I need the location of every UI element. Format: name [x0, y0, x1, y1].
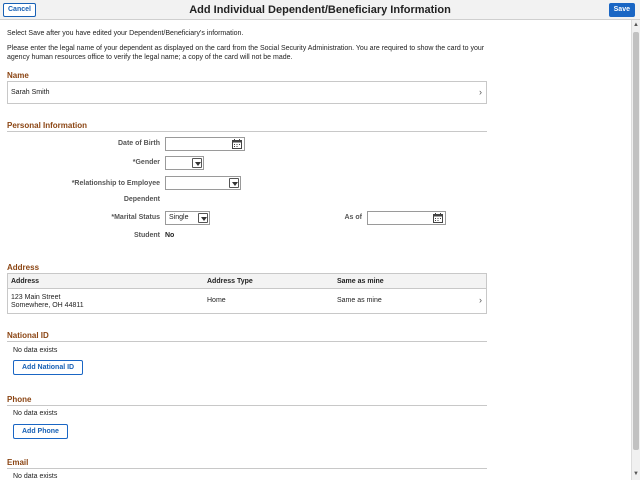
email-no-data: No data exists — [13, 473, 58, 480]
chevron-down-icon — [229, 178, 239, 188]
address-table — [7, 273, 487, 314]
marital-status-value: Single — [169, 214, 189, 221]
scrollbar-thumb[interactable] — [633, 32, 639, 450]
national-id-no-data: No data exists — [13, 347, 58, 354]
section-divider — [7, 131, 487, 132]
dob-input[interactable] — [165, 137, 245, 151]
address-line-1: 123 Main Street — [11, 294, 61, 301]
main-content — [0, 20, 631, 480]
marital-status-label: *Marital Status — [111, 214, 160, 221]
scroll-up-icon[interactable]: ▲ — [633, 22, 639, 28]
name-value: Sarah Smith — [11, 89, 50, 96]
gender-label: *Gender — [132, 159, 160, 166]
intro-text-3: agency human resources office to verify the legal name; a copy of the card will not be made. — [7, 54, 293, 61]
dob-label: Date of Birth — [118, 140, 160, 147]
section-divider — [7, 405, 487, 406]
relationship-label: *Relationship to Employee — [71, 180, 160, 187]
section-divider — [7, 468, 487, 469]
add-phone-button[interactable]: Add Phone — [13, 424, 68, 439]
column-header-same-as-mine: Same as mine — [337, 278, 384, 285]
same-as-mine-value: Same as mine — [337, 297, 382, 304]
chevron-down-icon — [192, 158, 202, 168]
address-type-value: Home — [207, 297, 226, 304]
chevron-right-icon: › — [479, 87, 482, 97]
calendar-icon[interactable] — [433, 213, 443, 223]
address-section-title: Address — [7, 263, 40, 272]
phone-no-data: No data exists — [13, 410, 58, 417]
student-label: Student — [133, 232, 160, 239]
scroll-down-icon[interactable]: ▼ — [633, 471, 639, 477]
add-national-id-button[interactable]: Add National ID — [13, 360, 83, 375]
national-id-section-title: National ID — [7, 331, 49, 340]
vertical-scrollbar[interactable] — [631, 20, 640, 480]
name-row[interactable] — [7, 81, 487, 104]
column-header-address-type: Address Type — [207, 278, 253, 285]
page-title: Add Individual Dependent/Beneficiary Information — [189, 4, 451, 16]
marital-status-select[interactable] — [165, 211, 210, 225]
table-row[interactable] — [8, 290, 486, 313]
dependent-label: Dependent — [123, 196, 160, 203]
intro-text-1: Select Save after you have edited your Dependent/Beneficiary's information. — [7, 30, 244, 37]
student-value: No — [165, 232, 175, 239]
section-divider — [7, 341, 487, 342]
address-table-header — [8, 274, 486, 289]
cancel-button[interactable]: Cancel — [3, 3, 36, 17]
email-section-title: Email — [7, 458, 29, 467]
relationship-select[interactable] — [165, 176, 241, 190]
personal-info-title: Personal Information — [7, 121, 88, 130]
chevron-right-icon: › — [479, 295, 482, 305]
address-line-2: Somewhere, OH 44811 — [11, 302, 84, 309]
save-button[interactable]: Save — [609, 3, 635, 17]
calendar-icon[interactable] — [232, 139, 242, 149]
as-of-input[interactable] — [367, 211, 446, 225]
intro-text-2: Please enter the legal name of your dependent as displayed on the card from the Social Security Administration. You are required to show the card to your — [7, 45, 485, 52]
column-header-address: Address — [11, 278, 40, 285]
name-section-title: Name — [7, 71, 29, 80]
phone-section-title: Phone — [7, 395, 32, 404]
as-of-label: As of — [344, 214, 362, 221]
page-header — [0, 0, 640, 20]
gender-select[interactable] — [165, 156, 204, 170]
